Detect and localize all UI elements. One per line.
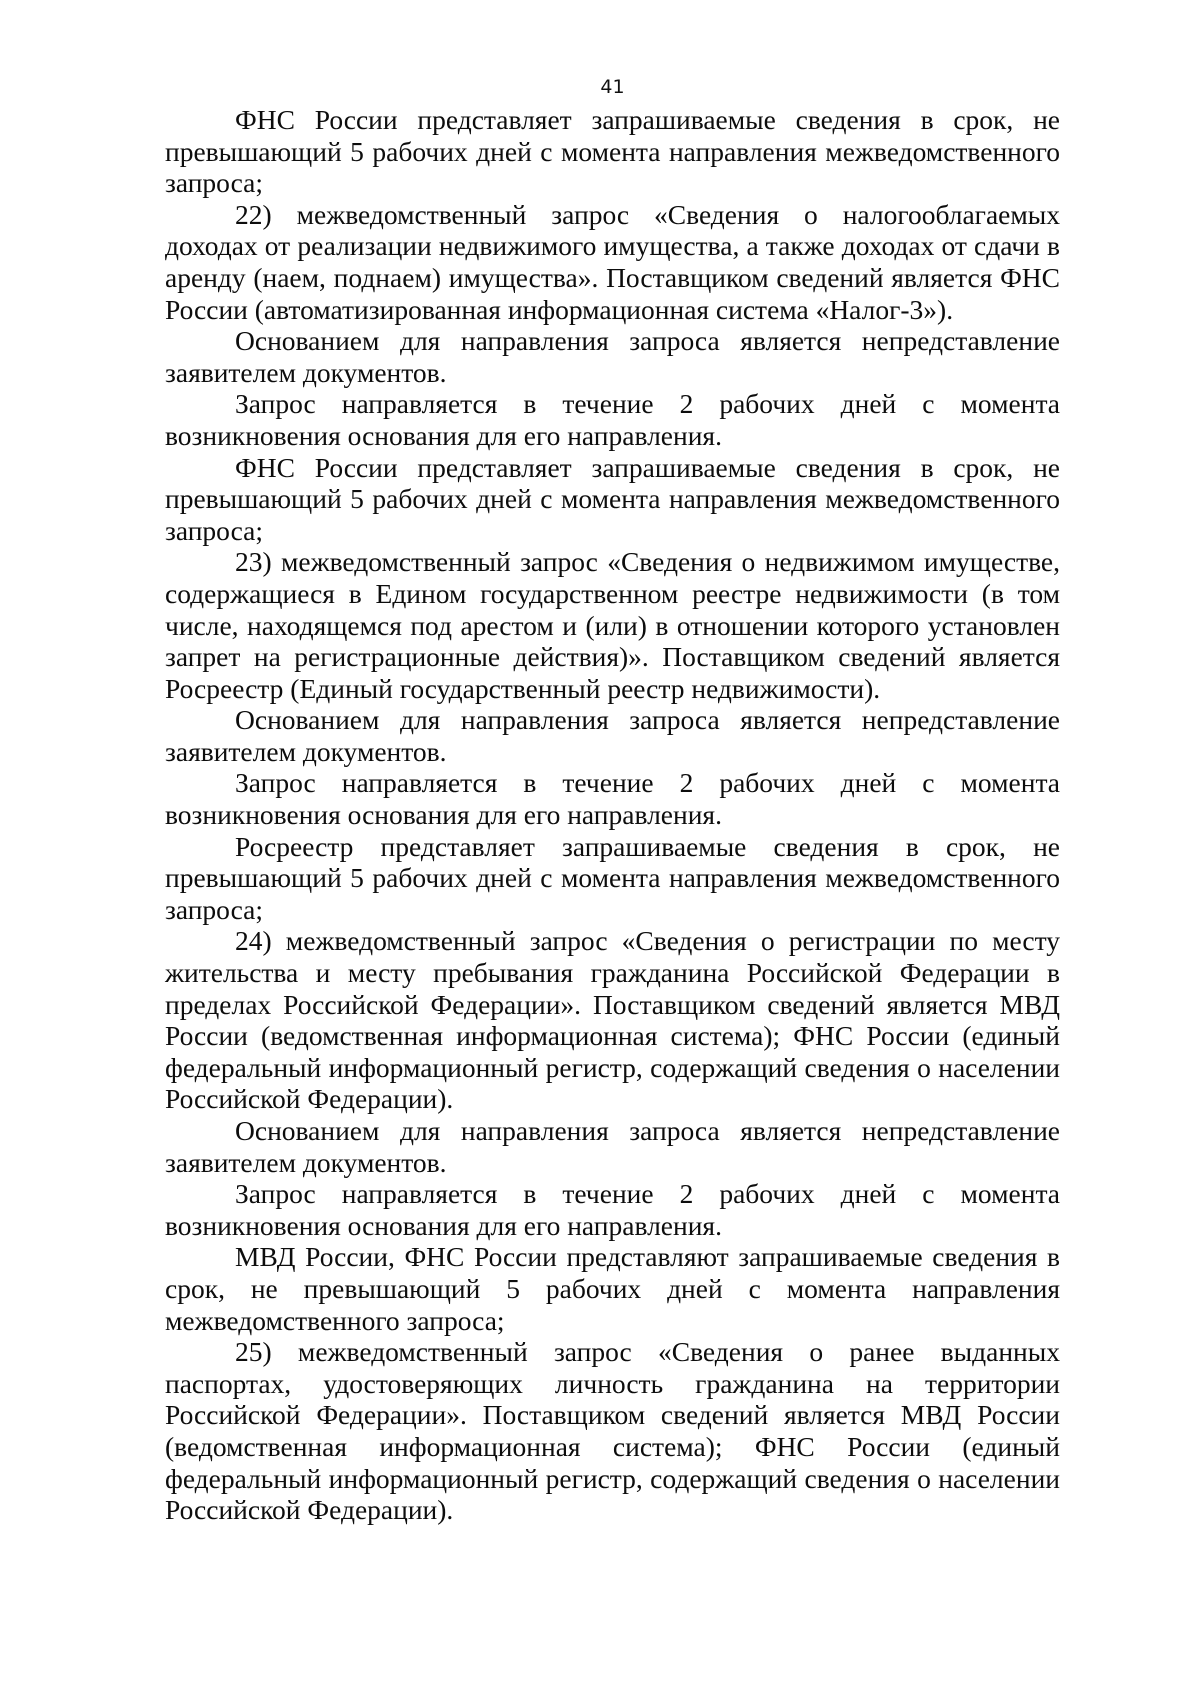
paragraph: МВД России, ФНС России представляют запрашиваемые сведения в срок, не превышающий 5 рабочих дней с момента направления межведомственного запроса; — [165, 1241, 1060, 1336]
paragraph: ФНС России представляет запрашиваемые сведения в срок, не превышающий 5 рабочих дней с момента направления межведомственного запроса; — [165, 451, 1060, 546]
paragraph: Основанием для направления запроса является непредставление заявителем документов. — [165, 1115, 1060, 1178]
paragraph: 23) межведомственный запрос «Сведения о недвижимом имуществе, содержащиеся в Едином государственном реестре недвижимости (в том числе, находящемся под арестом и (или) в отношении которого установлен запрет на регистрационные действия)». Поставщиком сведений является Росреестр (Единый государственный реестр недвижимости). — [165, 546, 1060, 704]
paragraph: Запрос направляется в течение 2 рабочих дней с момента возникновения основания для его направления. — [165, 388, 1060, 451]
paragraph: Запрос направляется в течение 2 рабочих дней с момента возникновения основания для его направления. — [165, 1178, 1060, 1241]
paragraph: Росреестр представляет запрашиваемые сведения в срок, не превышающий 5 рабочих дней с момента направления межведомственного запроса; — [165, 830, 1060, 925]
paragraph: 24) межведомственный запрос «Сведения о регистрации по месту жительства и месту пребывания гражданина Российской Федерации в пределах Российской Федерации». Поставщиком сведений является МВД России (ведомственная информационная система); ФНС России (единый федеральный информационный регистр, содержащий сведения о населении Российской Федерации). — [165, 925, 1060, 1115]
paragraph: 25) межведомственный запрос «Сведения о ранее выданных паспортах, удостоверяющих личность гражданина на территории Российской Федерации». Поставщиком сведений является МВД России (ведомственная информационная система); ФНС России (единый федеральный информационный регистр, содержащий сведения о населении Российской Федерации). — [165, 1336, 1060, 1526]
paragraph: Основанием для направления запроса является непредставление заявителем документов. — [165, 704, 1060, 767]
paragraph: 22) межведомственный запрос «Сведения о налогооблагаемых доходах от реализации недвижимого имущества, а также доходах от сдачи в аренду (наем, поднаем) имущества». Поставщиком сведений является ФНС России (автоматизированная информационная система «Налог-3»). — [165, 198, 1060, 325]
paragraph: ФНС России представляет запрашиваемые сведения в срок, не превышающий 5 рабочих дней с момента направления межведомственного запроса; — [165, 104, 1060, 199]
page-number: 41 — [600, 76, 625, 98]
paragraph: Запрос направляется в течение 2 рабочих дней с момента возникновения основания для его направления. — [165, 767, 1060, 831]
paragraph: Основанием для направления запроса является непредставление заявителем документов. — [165, 325, 1060, 388]
document-body — [165, 104, 1060, 1526]
